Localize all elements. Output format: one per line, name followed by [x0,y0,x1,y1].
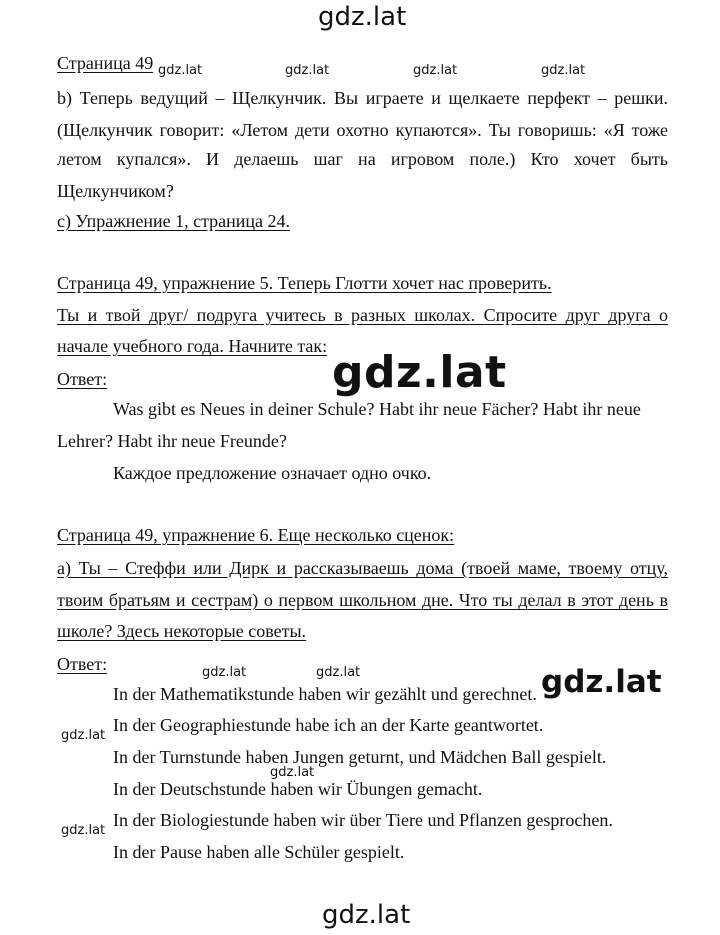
task-line: начале учебного года. Начните так: [57,336,328,356]
answer-label: Ответ: [57,654,108,674]
paragraph-line: (Щелкунчик говорит: «Летом дети охотно купаются». Ты говоришь: «Я тоже [57,120,668,140]
exercise-heading: Страница 49, упражнение 6. Еще несколько сценок: [57,525,455,545]
answer-line: Каждое предложение означает одно очко. [113,463,432,483]
watermark-small: gdz.lat [316,665,361,680]
answer-line: In der Biologiestunde haben wir über Tiere und Pflanzen gesprochen. [113,810,613,830]
answer-line: In der Deutschstunde haben wir Übungen gemacht. [113,779,483,799]
paragraph-line: летом купался». И делаешь шаг на игровом поле.) Кто хочет быть [57,149,668,169]
page-heading: Страница 49 [57,53,154,73]
task-line: школе? Здесь некоторые советы. [57,621,307,641]
watermark-small: gdz.lat [61,823,106,838]
answer-label: Ответ: [57,369,108,389]
answer-line: In der Pause haben alle Schüler gespielt. [113,842,405,862]
watermark-small: gdz.lat [541,63,586,78]
answer-line: Was gibt es Neues in deiner Schule? Habt ihr neue Fächer? Habt ihr neue [113,399,641,419]
watermark-bottom: gdz.lat [322,900,411,930]
answer-line: In der Turnstunde haben Jungen geturnt, und Mädchen Ball gespielt. [113,747,607,767]
paragraph-line: c) Упражнение 1, страница 24. [57,211,291,231]
exercise-heading: Страница 49, упражнение 5. Теперь Глотти хочет нас проверить. [57,273,552,293]
watermark-small: gdz.lat [413,63,458,78]
paragraph-line: Щелкунчиком? [57,181,174,201]
task-line: Ты и твой друг/ подруга учитесь в разных школах. Спросите друг друга о [57,305,668,325]
answer-line: In der Geographiestunde habe ich an der Karte geantwortet. [113,715,544,735]
watermark-small: gdz.lat [61,728,106,743]
watermark-center-large: gdz.lat [332,347,507,398]
watermark-top: gdz.lat [318,2,407,32]
watermark-small: gdz.lat [158,63,203,78]
task-line: а) Ты – Стеффи или Дирк и рассказываешь дома (твоей маме, твоему отцу, [57,558,668,578]
watermark-small: gdz.lat [270,765,315,780]
answer-line: Lehrer? Habt ihr neue Freunde? [57,431,287,451]
paragraph-line: b) Теперь ведущий – Щелкунчик. Вы играете и щелкаете перфект – решки. [57,88,668,108]
task-line: твоим братьям и сестрам) о первом школьном дне. Что ты делал в этот день в [57,590,668,610]
watermark-right-large: gdz.lat [541,664,662,700]
watermark-small: gdz.lat [285,63,330,78]
answer-line: In der Mathematikstunde haben wir gezählt und gerechnet. [113,684,537,704]
watermark-small: gdz.lat [202,665,247,680]
